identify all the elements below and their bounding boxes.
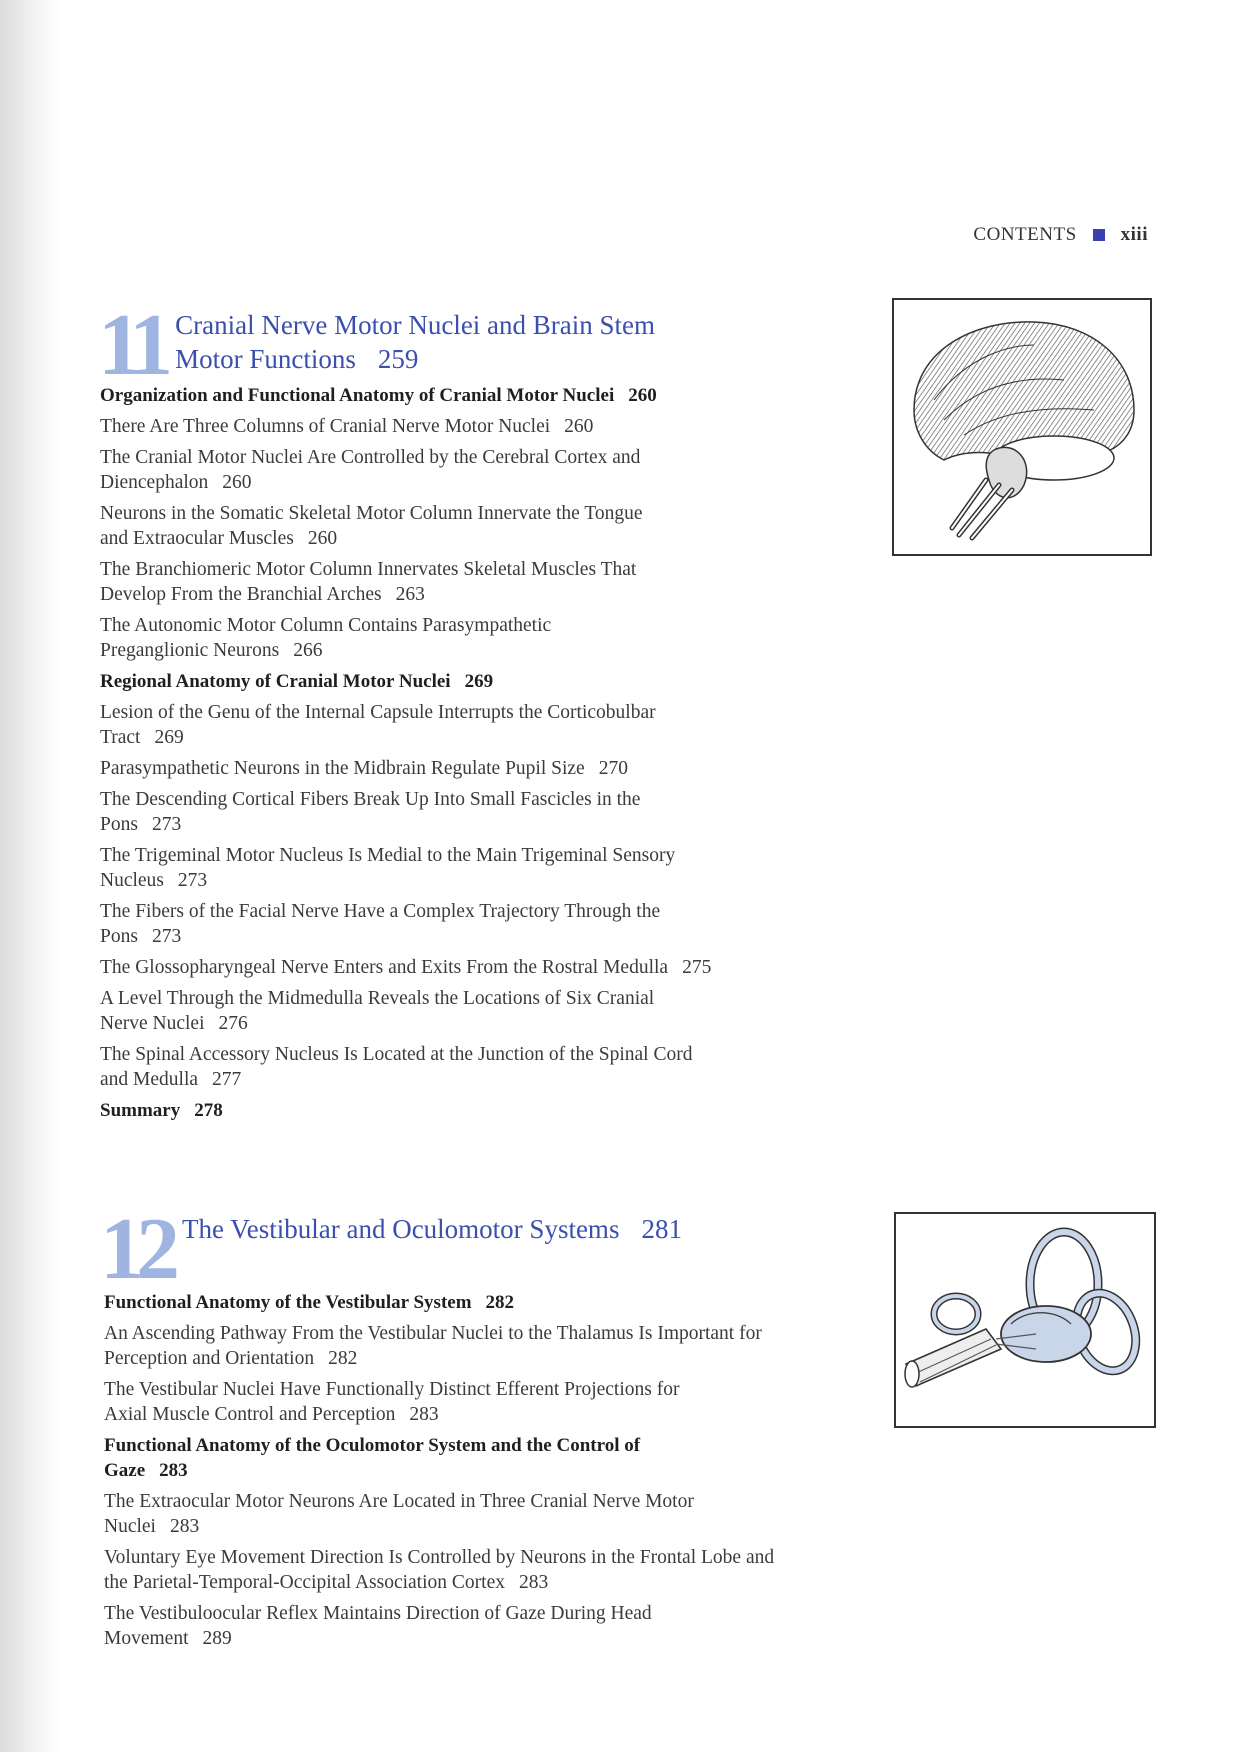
toc-entry[interactable]: The Vestibuloocular Reflex Maintains Direction of Gaze During Head Movement 289 [104, 1603, 652, 1649]
toc-heading[interactable]: Summary 278 [100, 1100, 223, 1121]
labyrinth-drawing [896, 1214, 1154, 1426]
chapter-11-page: 259 [377, 344, 419, 374]
square-bullet-icon [1093, 229, 1105, 241]
chapter-11-heading [98, 297, 656, 394]
chapter-12-number: 12 [100, 1201, 172, 1298]
toc-entry[interactable]: Voluntary Eye Movement Direction Is Controlled by Neurons in the Frontal Lobe and the Parietal-Temporal-Occipital Association Cortex 283 [104, 1547, 775, 1593]
chapter-11-number: 11 [98, 297, 166, 394]
toc-entry[interactable]: The Spinal Accessory Nucleus Is Located at the Junction of the Spinal Cord and Medulla 277 [100, 1044, 693, 1090]
toc-entry[interactable]: The Fibers of the Facial Nerve Have a Complex Trajectory Through the Pons 273 [100, 901, 661, 947]
toc-entry[interactable]: The Autonomic Motor Column Contains Parasympathetic Preganglionic Neurons 266 [100, 615, 552, 661]
vestibular-illustration [894, 1212, 1156, 1428]
toc-heading[interactable]: Organization and Functional Anatomy of Cranial Motor Nuclei 260 [100, 385, 657, 406]
toc-heading[interactable]: Functional Anatomy of the Vestibular System 282 [104, 1292, 515, 1313]
toc-entry[interactable]: A Level Through the Midmedulla Reveals the Locations of Six Cranial Nerve Nuclei 276 [100, 988, 655, 1034]
toc-entry[interactable]: Lesion of the Genu of the Internal Capsule Interrupts the Corticobulbar Tract 269 [100, 702, 656, 748]
chapter-11-toc [100, 383, 780, 1129]
chapter-11-title-line2: Motor Functions [175, 344, 356, 374]
toc-entry[interactable]: The Vestibular Nuclei Have Functionally Distinct Efferent Projections for Axial Muscle Control and Perception 283 [104, 1379, 680, 1425]
running-head [973, 224, 1148, 246]
toc-entry[interactable]: The Glossopharyngeal Nerve Enters and Exits From the Rostral Medulla 275 [100, 957, 712, 978]
toc-entry[interactable]: Parasympathetic Neurons in the Midbrain Regulate Pupil Size 270 [100, 758, 628, 779]
toc-entry[interactable]: The Descending Cortical Fibers Break Up Into Small Fascicles in the Pons 273 [100, 789, 641, 835]
chapter-12-toc [104, 1290, 784, 1657]
toc-heading[interactable]: Regional Anatomy of Cranial Motor Nuclei 269 [100, 671, 494, 692]
chapter-12-title-line1: The Vestibular and Oculomotor Systems [182, 1214, 620, 1244]
brainstem-illustration [892, 298, 1152, 556]
toc-entry[interactable]: The Trigeminal Motor Nucleus Is Medial to the Main Trigeminal Sensory Nucleus 273 [100, 845, 676, 891]
toc-entry[interactable]: The Cranial Motor Nuclei Are Controlled by the Cerebral Cortex and Diencephalon 260 [100, 447, 641, 493]
page-gutter-shadow [0, 0, 60, 1752]
chapter-12-heading [100, 1201, 682, 1298]
chapter-12-title [182, 1210, 682, 1246]
toc-entry[interactable]: Neurons in the Somatic Skeletal Motor Column Innervate the Tongue and Extraocular Muscles 260 [100, 503, 643, 549]
brainstem-drawing [894, 300, 1150, 554]
chapter-11-title-line1: Cranial Nerve Motor Nuclei and Brain Stem [175, 310, 656, 340]
toc-entry[interactable]: There Are Three Columns of Cranial Nerve Motor Nuclei 260 [100, 416, 594, 437]
running-head-label: CONTENTS [973, 224, 1077, 245]
chapter-11-title [175, 306, 655, 376]
page-number: xiii [1120, 224, 1148, 245]
toc-entry[interactable]: An Ascending Pathway From the Vestibular Nuclei to the Thalamus Is Important for Perception and Orientation 282 [104, 1323, 762, 1369]
toc-entry[interactable]: The Branchiomeric Motor Column Innervates Skeletal Muscles That Develop From the Branchial Arches 263 [100, 559, 637, 605]
chapter-12-page: 281 [641, 1214, 682, 1244]
toc-entry[interactable]: The Extraocular Motor Neurons Are Located in Three Cranial Nerve Motor Nuclei 283 [104, 1491, 694, 1537]
toc-heading[interactable]: Functional Anatomy of the Oculomotor System and the Control of Gaze 283 [104, 1435, 641, 1481]
